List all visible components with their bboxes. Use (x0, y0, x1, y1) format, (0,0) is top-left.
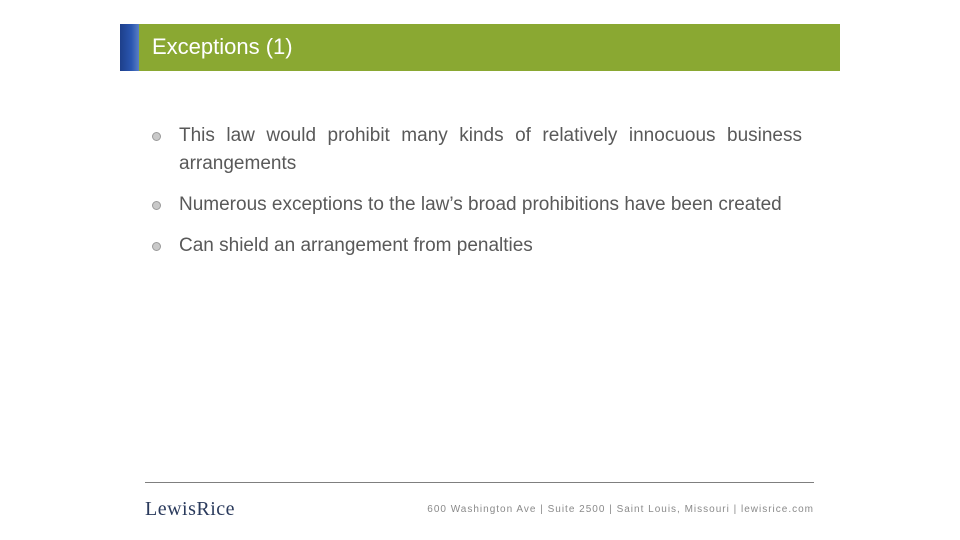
bullet-item (150, 191, 802, 219)
bullet-text: Numerous exceptions to the law’s broad prohibitions have been created (179, 194, 782, 215)
bullet-text: This law would prohibit many kinds of relatively innocuous business arrangements (179, 125, 802, 174)
title-bar (120, 24, 840, 71)
company-logo: LewisRice (145, 498, 236, 520)
bullet-text: Can shield an arrangement from penalties (179, 235, 533, 256)
footer-divider (145, 482, 814, 483)
slide-title: Exceptions (1) (152, 34, 293, 59)
bullet-dot-icon (152, 132, 161, 141)
footer-address: 600 Washington Ave | Suite 2500 | Saint Louis, Missouri | lewisrice.com (427, 504, 814, 515)
bullet-dot-icon (152, 201, 161, 210)
bullet-item (150, 232, 802, 260)
bullet-item (150, 122, 802, 178)
title-accent-stripe (120, 24, 139, 71)
bullet-list (150, 122, 802, 273)
bullet-dot-icon (152, 242, 161, 251)
